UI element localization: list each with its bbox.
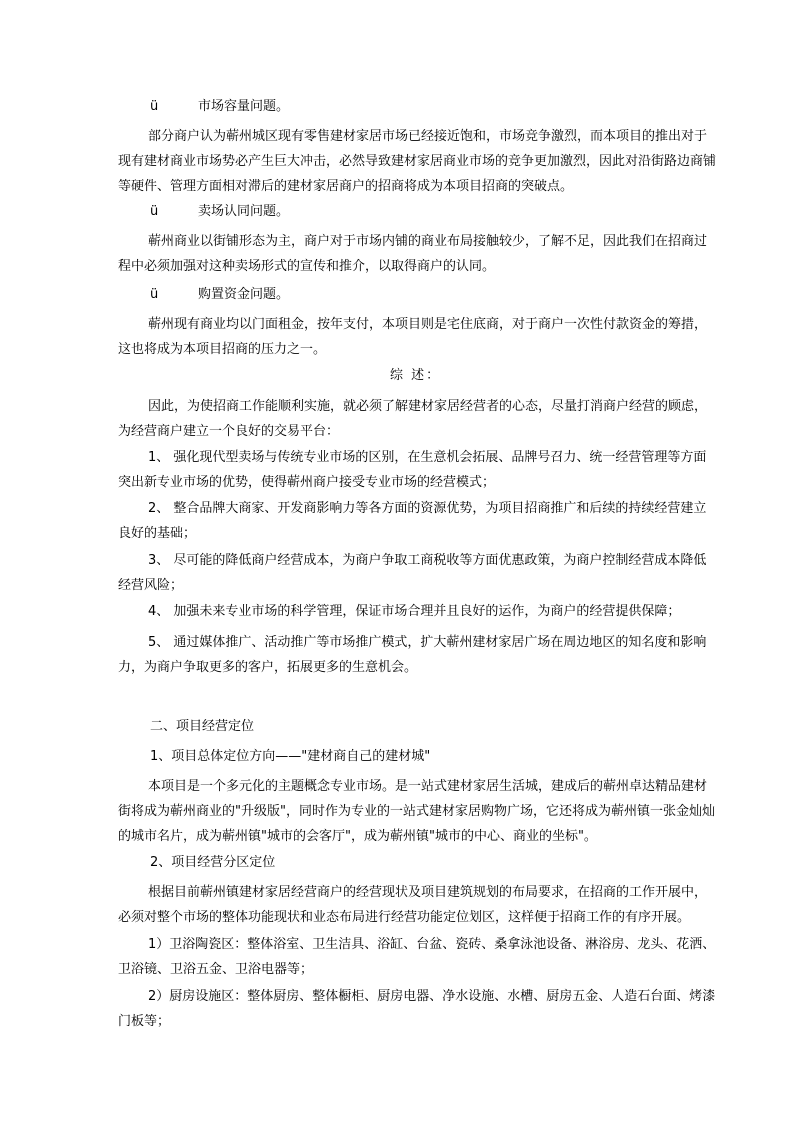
paragraph-line: 4、 加强未来专业市场的科学管理，保证市场合理并且良好的运作，为商户的经营提供保障； — [148, 604, 681, 619]
paragraph — [118, 124, 717, 199]
list-paragraph — [118, 984, 716, 1034]
section-title: 二、项目经营定位 — [150, 719, 255, 734]
check-bullet-icon: ü — [150, 99, 159, 114]
paragraph-line: 经营风险； — [118, 578, 184, 593]
paragraph-line: 部分商户认为蕲州城区现有零售建材家居市场已经接近饱和，市场竞争激烈，而本项目的推出对于 — [148, 129, 708, 144]
paragraph-line: 必须对整个市场的整体功能现状和业态布局进行经营功能定位划区，这样便于招商工作的有序开展。 — [118, 910, 691, 925]
bullet-item — [150, 94, 289, 119]
section-heading: 综 述： — [390, 368, 442, 383]
paragraph-line: 程中必须加强对这种卖场形式的宣传和推介，以取得商户的认同。 — [118, 259, 496, 274]
bullet-item — [150, 199, 289, 224]
numbered-paragraph — [118, 445, 707, 495]
paragraph-line: 根据目前蕲州镇建材家居经营商户的经营现状及项目建筑规划的布局要求，在招商的工作开展中， — [148, 885, 708, 900]
numbered-paragraph — [118, 599, 681, 624]
paragraph-line: 门板等； — [118, 1014, 171, 1029]
bullet-item — [150, 282, 289, 307]
numbered-paragraph — [118, 496, 707, 546]
paragraph-line: 良好的基础； — [118, 526, 197, 541]
paragraph-line: 现有建材商业市场势必产生巨大冲击，必然导致建材家居商业市场的竞争更加激烈，因此对沿街路边商铺 — [118, 154, 717, 169]
check-bullet-icon: ü — [150, 204, 159, 219]
paragraph-line: 街将成为蕲州商业的"升级版"，同时作为专业的一站式建材家居购物广场，它还将成为蕲州镇一张金灿灿 — [118, 804, 715, 819]
check-bullet-icon: ü — [150, 287, 159, 302]
paragraph-line: 这也将成为本项目招商的压力之一。 — [118, 342, 327, 357]
paragraph-line: 突出新专业市场的优势，使得蕲州商户接受专业市场的经营模式； — [118, 475, 496, 490]
paragraph-line: 3、 尽可能的降低商户经营成本，为商户争取工商税收等方面优惠政策，为商户控制经营成本降低 — [148, 553, 707, 568]
paragraph-line: 为经营商户建立一个良好的交易平台： — [118, 424, 340, 439]
paragraph-line: 1）卫浴陶瓷区：整体浴室、卫生洁具、浴缸、台盆、瓷砖、桑拿泳池设备、淋浴房、龙头、花洒、 — [148, 937, 716, 952]
bullet-text: 卖场认同问题。 — [198, 204, 290, 219]
paragraph-line: 的城市名片，成为蕲州镇"城市的会客厅"，成为蕲州镇"城市的中心、商业的坐标"。 — [118, 829, 597, 844]
numbered-paragraph — [118, 630, 707, 680]
paragraph — [118, 880, 708, 930]
subsection-title: 2、项目经营分区定位 — [150, 855, 276, 870]
paragraph-line: 蕲州现有商业均以门面租金，按年支付，本项目则是宅住底商，对于商户一次性付款资金的筹措， — [148, 317, 708, 332]
paragraph-line: 1、 强化现代型卖场与传统专业市场的区别，在生意机会拓展、品牌号召力、统一经营管理等方面 — [148, 450, 707, 465]
paragraph-line: 2）厨房设施区：整体厨房、整体橱柜、厨房电器、净水设施、水槽、厨房五金、人造石台面、烤漆 — [148, 989, 716, 1004]
paragraph-line: 卫浴镜、卫浴五金、卫浴电器等； — [118, 962, 314, 977]
paragraph — [118, 229, 708, 279]
numbered-paragraph — [118, 548, 707, 598]
paragraph — [118, 774, 715, 849]
paragraph-line: 2、 整合品牌大商家、开发商影响力等各方面的资源优势，为项目招商推广和后续的持续经营建立 — [148, 501, 707, 516]
paragraph-line: 等硬件、管理方面相对滞后的建材家居商户的招商将成为本项目招商的突破点。 — [118, 179, 574, 194]
paragraph-line: 5、 通过媒体推广、活动推广等市场推广模式，扩大蕲州建材家居广场在周边地区的知名度和影响 — [148, 635, 707, 650]
bullet-text: 购置资金问题。 — [198, 287, 290, 302]
paragraph-line: 蕲州商业以街铺形态为主，商户对于市场内铺的商业布局接触较少，了解不足，因此我们在招商过 — [148, 234, 708, 249]
paragraph-line: 因此，为使招商工作能顺利实施，就必须了解建材家居经营者的心态，尽量打消商户经营的顾虑， — [148, 399, 708, 414]
paragraph — [118, 394, 708, 444]
bullet-text: 市场容量问题。 — [198, 99, 290, 114]
list-paragraph — [118, 932, 716, 982]
paragraph — [118, 312, 708, 362]
subsection-title: 1、项目总体定位方向——"建材商自己的建材城" — [150, 749, 431, 764]
paragraph-line: 本项目是一个多元化的主题概念专业市场。是一站式建材家居生活城，建成后的蕲州卓达精品建材 — [148, 779, 708, 794]
paragraph-line: 力，为商户争取更多的客户，拓展更多的生意机会。 — [118, 660, 418, 675]
